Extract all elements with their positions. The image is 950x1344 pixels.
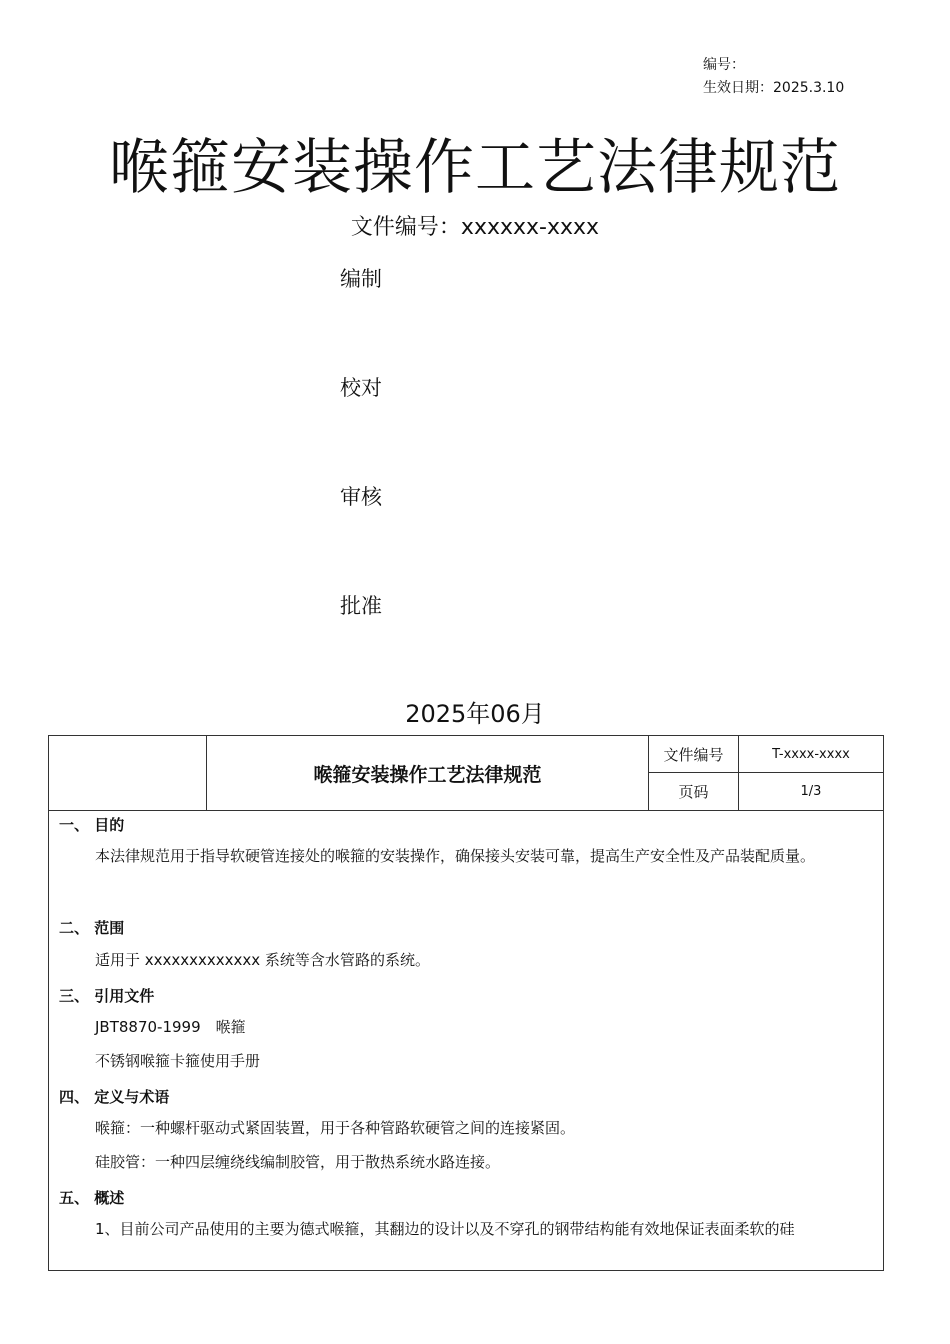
- page-value: 1/3: [800, 784, 822, 799]
- header-title: 喉箍安装操作工艺法律规范: [207, 736, 649, 810]
- issue-date: 2025年06月: [405, 700, 545, 728]
- header-table: [49, 736, 883, 811]
- sign-field-approve: 批准: [340, 594, 382, 618]
- sign-field-review: 审核: [340, 485, 382, 509]
- reference-item: 不锈钢喉箍卡箍使用手册: [95, 1052, 261, 1070]
- doc-no-value: T-xxxx-xxxx: [739, 736, 883, 773]
- definition-item: 喉箍：一种螺杆驱动式紧固装置，用于各种管路软硬管之间的连接紧固。: [95, 1119, 576, 1137]
- effective-date: 生效日期：2025.3.10: [703, 80, 845, 96]
- section-heading-scope: 二、 范围: [59, 919, 125, 937]
- reference-item: JBT8870-1999 喉箍: [95, 1018, 246, 1036]
- document-title: 喉箍安装操作工艺法律规范: [109, 133, 841, 203]
- doc-no-label: 文件编号: [649, 736, 739, 773]
- page-label: 页码: [649, 773, 739, 810]
- sign-field-proofread: 校对: [340, 376, 382, 400]
- section-heading-definitions: 四、 定义与术语: [59, 1088, 170, 1106]
- file-number: 文件编号：xxxxxx-xxxx: [350, 215, 600, 240]
- section-text-scope: 适用于 xxxxxxxxxxxxx 系统等含水管路的系统。: [95, 951, 430, 969]
- document-number-label: 编号：: [703, 57, 745, 73]
- definition-item: 硅胶管：一种四层缠绕线编制胶管，用于散热系统水路连接。: [95, 1153, 501, 1171]
- content-frame: [48, 735, 884, 1271]
- sign-field-compile: 编制: [340, 267, 382, 291]
- section-heading-overview: 五、 概述: [59, 1189, 125, 1207]
- section-heading-purpose: 一、 目的: [59, 816, 125, 834]
- section-text-purpose: 本法律规范用于指导软硬管连接处的喉箍的安装操作，确保接头安装可靠，提高生产安全性及产品装配质量。: [95, 847, 816, 865]
- logo-cell: [49, 736, 207, 810]
- section-heading-references: 三、 引用文件: [59, 987, 155, 1005]
- section-text-overview: 1、目前公司产品使用的主要为德式喉箍，其翻边的设计以及不穿孔的钢带结构能有效地保证表面柔软的硅: [95, 1220, 795, 1238]
